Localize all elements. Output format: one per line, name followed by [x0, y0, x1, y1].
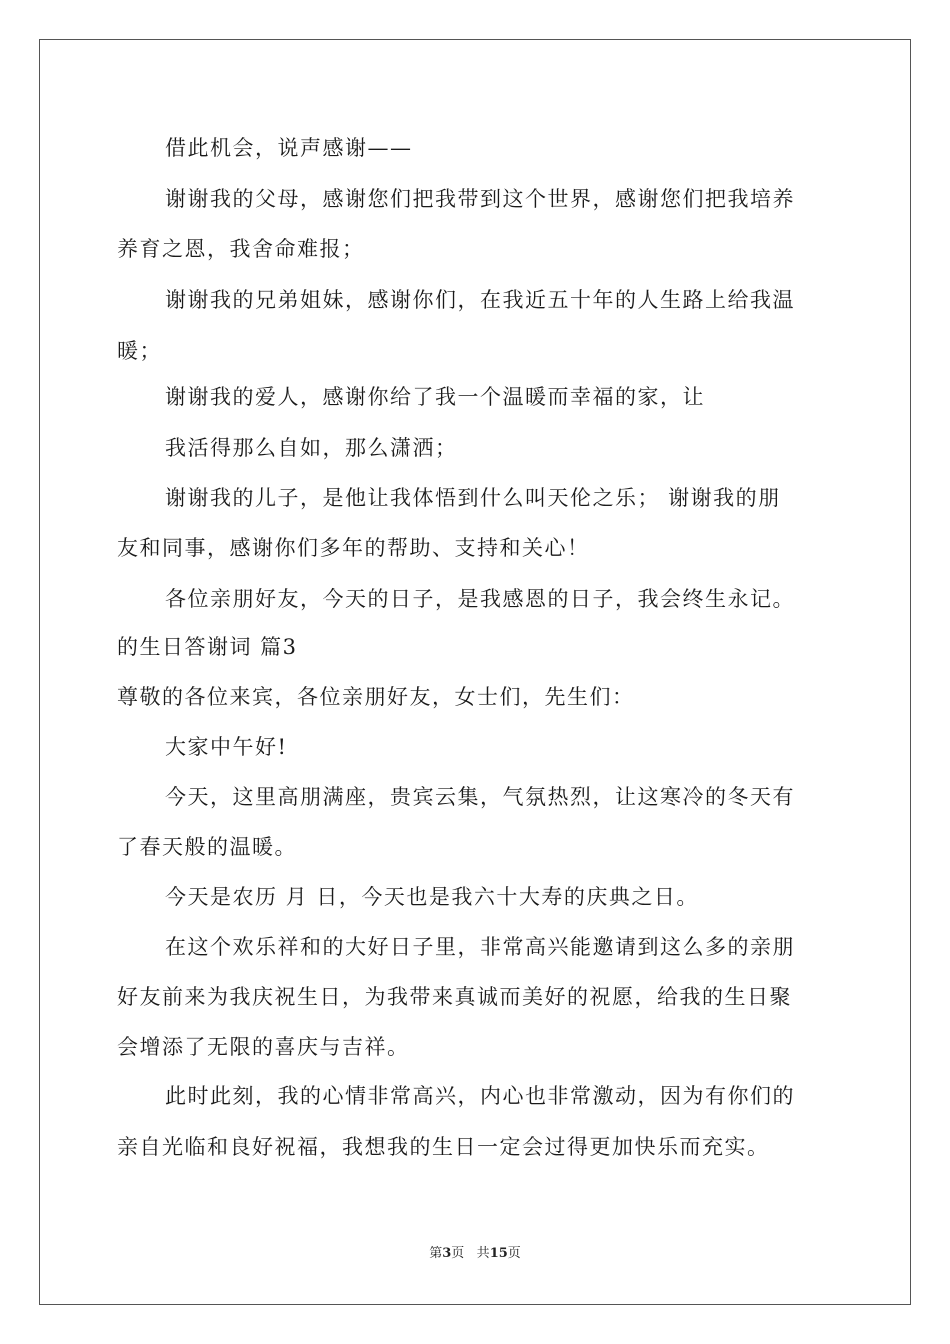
- text-line: 各位亲朋好友，今天的日子，是我感恩的日子，我会终生永记。: [165, 587, 795, 611]
- text-line: 今天，这里高朋满座，贵宾云集，气氛热烈，让这寒冷的冬天有: [165, 785, 795, 809]
- text-line: 谢谢我的父母，感谢您们把我带到这个世界，感谢您们把我培养: [165, 187, 795, 211]
- text-line: 亲自光临和良好祝福，我想我的生日一定会过得更加快乐而充实。: [117, 1135, 770, 1159]
- total-pages: 15: [489, 1246, 508, 1261]
- text-line: 谢谢我的兄弟姐妹，感谢你们，在我近五十年的人生路上给我温: [165, 288, 795, 312]
- salutation: 尊敬的各位来宾，各位亲朋好友，女士们，先生们：: [117, 685, 635, 709]
- text-line: 会增添了无限的喜庆与吉祥。: [117, 1035, 410, 1059]
- page-number: 3: [442, 1246, 452, 1261]
- page-prefix: 第: [429, 1246, 443, 1261]
- text-line: 谢谢我的爱人，感谢你给了我一个温暖而幸福的家，让: [165, 385, 705, 409]
- page-suffix: 页: [451, 1246, 465, 1261]
- text-line: 借此机会，说声感谢——: [165, 136, 413, 160]
- page-frame: [39, 39, 911, 1305]
- text-line: 大家中午好!: [165, 735, 288, 759]
- section-heading: 的生日答谢词 篇3: [117, 635, 298, 659]
- text-line: 了春天般的温暖。: [117, 835, 297, 859]
- text-line: 暖；: [117, 339, 162, 363]
- text-line: 好友前来为我庆祝生日，为我带来真诚而美好的祝愿，给我的生日聚: [117, 985, 792, 1009]
- text-line: 我活得那么自如，那么潇洒；: [165, 436, 458, 460]
- text-line: 友和同事，感谢你们多年的帮助、支持和关心！: [117, 536, 590, 560]
- text-line: 养育之恩，我舍命难报；: [117, 237, 365, 261]
- text-line: 谢谢我的儿子，是他让我体悟到什么叫天伦之乐； 谢谢我的朋: [165, 486, 781, 510]
- total-prefix: 共: [476, 1246, 490, 1261]
- text-line: 今天是农历 月 日，今天也是我六十大寿的庆典之日。: [165, 885, 699, 909]
- text-line: 在这个欢乐祥和的大好日子里，非常高兴能邀请到这么多的亲朋: [165, 935, 795, 959]
- text-line: 此时此刻，我的心情非常高兴，内心也非常激动，因为有你们的: [165, 1084, 795, 1108]
- total-suffix: 页: [507, 1246, 521, 1261]
- page-footer: [0, 1245, 950, 1263]
